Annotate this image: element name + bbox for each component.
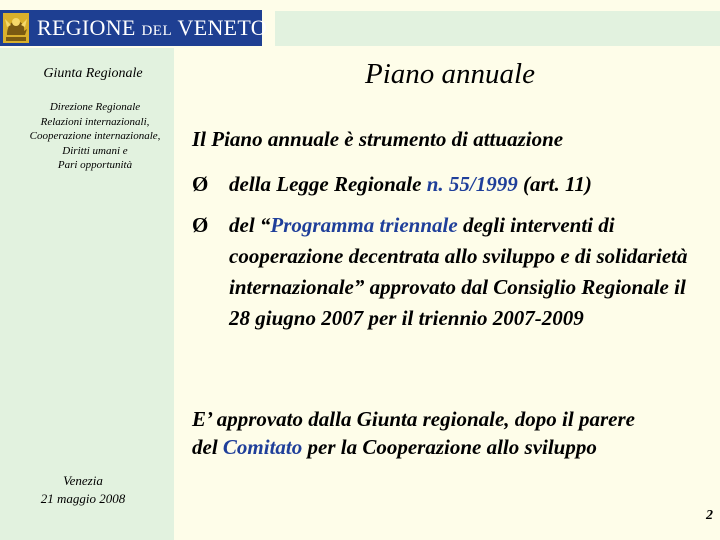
approvato-text: E’ approvato dalla Giunta regionale, dopo il parere del Comitato per la Cooperazione allo sviluppo xyxy=(192,407,635,459)
giunta-regionale-label: Giunta Regionale xyxy=(43,66,143,81)
programma-triennale-highlight: Programma triennale xyxy=(270,213,458,237)
direzione-label xyxy=(0,100,190,173)
place-label: Venezia xyxy=(63,473,103,488)
logo-title: REGIONE DEL VENETO xyxy=(37,15,267,40)
arrow-bullet-icon: Ø xyxy=(192,172,209,196)
comitato-highlight: Comitato xyxy=(222,435,303,459)
direzione-line: Diritti umani e xyxy=(62,144,128,157)
lion-of-saint-mark-icon xyxy=(3,13,29,43)
header-box xyxy=(275,11,720,46)
direzione-line: Pari opportunità xyxy=(57,159,133,171)
law-reference: n. 55/1999 xyxy=(426,172,518,196)
direzione-line: Cooperazione internazionale, xyxy=(29,130,161,142)
slide-title: Piano annuale xyxy=(365,58,535,90)
intro-text: Il Piano annuale è strumento di attuazione xyxy=(192,127,564,151)
regione-veneto-logo xyxy=(0,10,267,46)
date-label: 21 maggio 2008 xyxy=(40,491,126,506)
direzione-line: Relazioni internazionali, xyxy=(40,115,150,128)
direzione-line: Direzione Regionale xyxy=(49,101,141,113)
bullet-legge-regionale: Ø della Legge Regionale n. 55/1999 (art. 11) xyxy=(192,169,692,200)
place-date xyxy=(0,472,166,508)
page-number: 2 xyxy=(706,508,713,523)
arrow-bullet-icon: Ø xyxy=(192,213,209,237)
bullet-programma-triennale: Ø del “Programma triennale degli interventi di cooperazione decentrata allo sviluppo e di solidarietà internazionale” approvato dal Consiglio Regionale il 28 giugno 2007 per il triennio 2007-2009 xyxy=(192,210,692,334)
